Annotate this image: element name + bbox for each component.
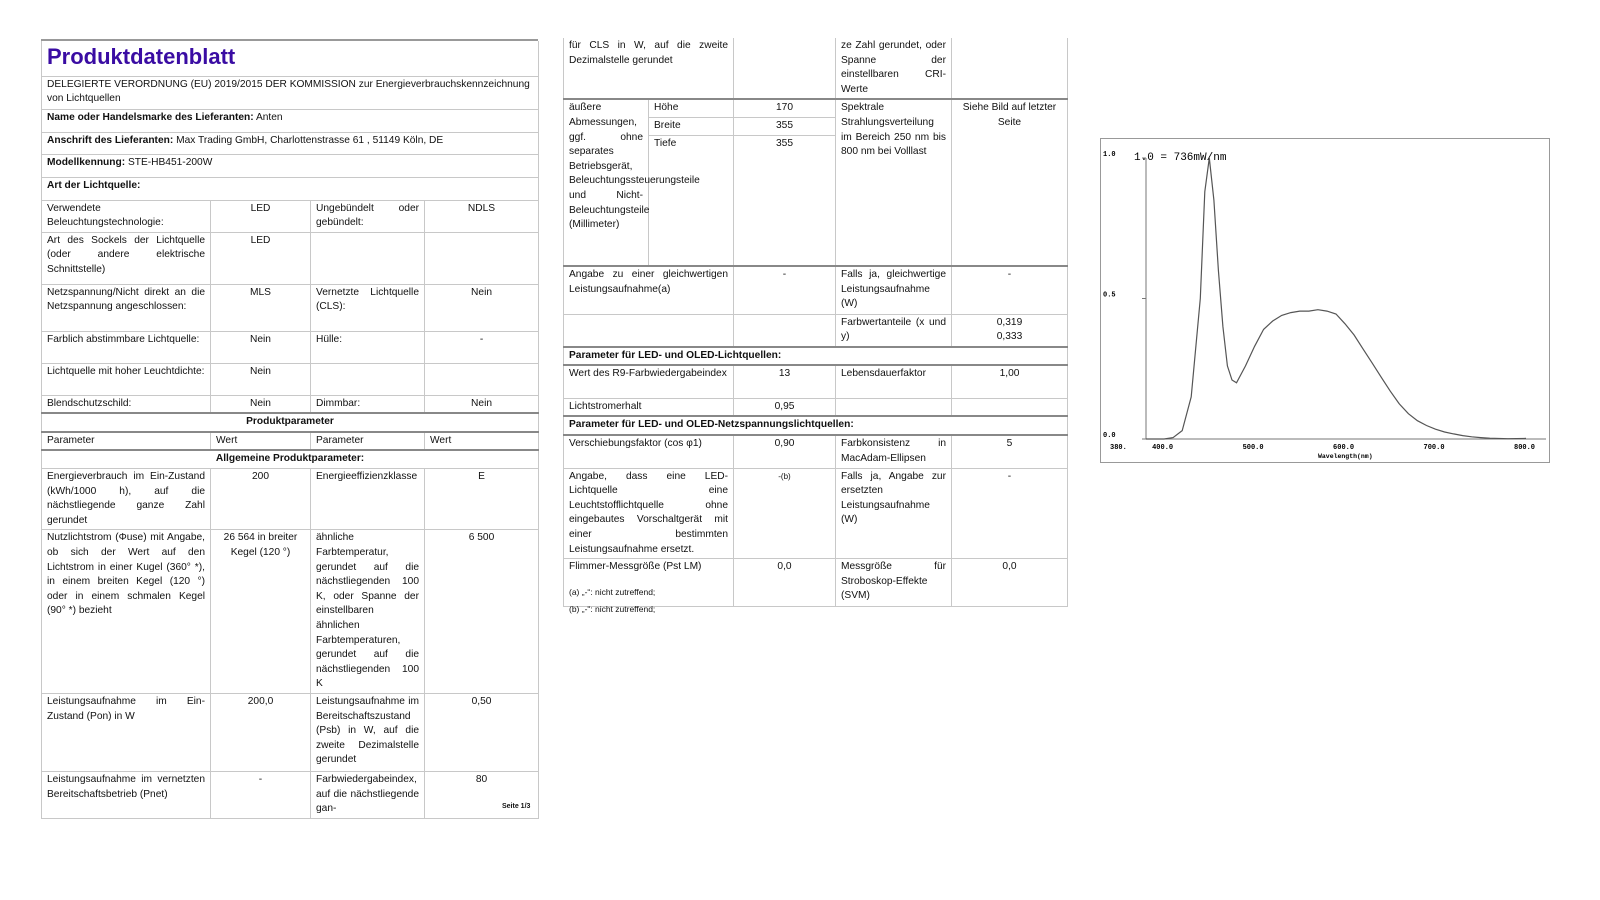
x-tick-label: 700.0 xyxy=(1423,444,1445,452)
depth-label: Tiefe xyxy=(649,135,734,266)
cell xyxy=(734,314,836,347)
cell: 80 xyxy=(425,771,539,818)
supplier-label: Name oder Handelsmarke des Lieferanten: xyxy=(47,111,254,123)
cell xyxy=(836,398,952,416)
cell: 26 564 in breiter Kegel (120 °) xyxy=(211,530,311,694)
cell: Farbwiedergabeindex, auf die nächstliegende gan- xyxy=(311,771,425,818)
cell: Messgröße für Stroboskop-Effekte (SVM) xyxy=(836,559,952,607)
spectral-label: Spektrale Strahlungsverteilung im Bereich 250 nm bis 800 nm bei Volllast xyxy=(836,99,952,266)
y-tick-label: 1.0 xyxy=(1103,151,1116,159)
cell: Vernetzte Lichtquelle (CLS): xyxy=(311,284,425,331)
cell: Energieverbrauch im Ein-Zustand (kWh/1000 h), auf die nächstliegende ganze Zahl gerundet xyxy=(42,469,211,530)
chart-svg xyxy=(1101,139,1551,464)
cell: 0,0 xyxy=(952,559,1068,607)
width-value: 355 xyxy=(734,117,836,135)
cell xyxy=(952,398,1068,416)
cell: Verwendete Beleuchtungstechnologie: xyxy=(42,200,211,232)
spectral-distribution-chart xyxy=(1100,138,1550,463)
table-row xyxy=(42,771,539,818)
cell: 0,0 xyxy=(734,559,836,607)
product-datasheet-page-2 xyxy=(563,38,1067,607)
cell: Nutzlichtstrom (Φuse) mit Angabe, ob sich der Wert auf den Lichtstrom in einer Kugel (360° *), in einem breiten Kegel (120 °) oder in einem schmalen Kegel (90° *) bezieht xyxy=(42,530,211,694)
cell: - xyxy=(952,468,1068,559)
cell: 1,00 xyxy=(952,365,1068,398)
table-row xyxy=(564,398,1068,416)
table-row xyxy=(42,284,539,331)
cell: Angabe, dass eine LED-Lichtquelle eine Leuchtstofflichtquelle ohne eingebautes Vorschaltgerät mit einer bestimmten Leistungsaufnahme ersetzt. xyxy=(564,468,734,559)
cell: -(b) xyxy=(734,468,836,559)
cell: 200 xyxy=(211,469,311,530)
cell: - xyxy=(211,771,311,818)
product-datasheet-page-1 xyxy=(41,39,538,819)
cell: Energieeffizienzklasse xyxy=(311,469,425,530)
mls-params-heading: Parameter für LED- und OLED-Netzspannungslichtquellen: xyxy=(564,416,1068,435)
table-row xyxy=(42,200,539,232)
height-value: 170 xyxy=(734,99,836,117)
cell: Leistungsaufnahme im vernetzten Bereitschaftsbetrieb (Pnet) xyxy=(42,771,211,818)
cell: Hülle: xyxy=(311,331,425,363)
product-params-heading: Produktparameter xyxy=(42,413,539,432)
cell: Art des Sockels der Lichtquelle (oder andere elektrische Schnittstelle) xyxy=(42,232,211,284)
cell: Farbkonsistenz in MacAdam-Ellipsen xyxy=(836,435,952,468)
table-row xyxy=(42,530,539,694)
cell: Netzspannung/Nicht direkt an die Netzspannung angeschlossen: xyxy=(42,284,211,331)
cell: Leistungsaufnahme im Ein-Zustand (Pon) in W xyxy=(42,693,211,771)
y-tick-label: 0.0 xyxy=(1103,432,1116,440)
cell: LED xyxy=(211,232,311,284)
cell: Nein xyxy=(211,395,311,413)
cell: Lichtstromerhalt xyxy=(564,398,734,416)
cell: Verschiebungsfaktor (cos φ1) xyxy=(564,435,734,468)
led-params-heading: Parameter für LED- und OLED-Lichtquellen: xyxy=(564,347,1068,366)
params-table-continued xyxy=(563,38,1068,607)
x-tick-label: 500.0 xyxy=(1242,444,1264,452)
column-header: Wert xyxy=(425,432,539,451)
table-row xyxy=(42,395,539,413)
table-row xyxy=(42,363,539,395)
cell: 0,90 xyxy=(734,435,836,468)
table-row xyxy=(42,232,539,284)
x-tick-label: 380. xyxy=(1110,444,1127,452)
cell xyxy=(425,232,539,284)
table-row xyxy=(564,266,1068,314)
cell: - xyxy=(425,331,539,363)
y-tick-label: 0.5 xyxy=(1103,291,1116,300)
spectrum-line xyxy=(1146,158,1526,439)
cell: Blendschutzschild: xyxy=(42,395,211,413)
cell: Falls ja, gleichwertige Leistungsaufnahme (W) xyxy=(836,266,952,314)
x-tick-label: 400.0 xyxy=(1152,444,1174,452)
cell: LED xyxy=(211,200,311,232)
cell: Flimmer-Messgröße (Pst LM) xyxy=(564,559,734,607)
column-header: Parameter xyxy=(311,432,425,451)
cell: Lebensdauerfaktor xyxy=(836,365,952,398)
model-value: STE-HB451-200W xyxy=(127,156,213,168)
cell xyxy=(564,314,734,347)
header-table xyxy=(41,41,539,819)
light-source-type-label: Art der Lichtquelle: xyxy=(42,177,539,200)
x-axis-label: Wavelength(nm) xyxy=(1318,453,1373,460)
table-row xyxy=(564,314,1068,347)
table-row xyxy=(42,469,539,530)
regulation-text: DELEGIERTE VERORDNUNG (EU) 2019/2015 DER KOMMISSION zur Energieverbrauchskennzeichnung von Lichtquellen xyxy=(42,76,539,109)
table-row xyxy=(42,331,539,363)
dimensions-label: äußere Abmessungen, ggf. ohne separates Betriebsgerät, Beleuchtungssteuerungsteile und Nicht-Beleuchtungsteile (Millimeter) xyxy=(564,99,649,266)
footnote-a: (a) „-“: nicht zutreffend; xyxy=(569,587,656,597)
cell xyxy=(425,363,539,395)
cell: Ungebündelt oder gebündelt: xyxy=(311,200,425,232)
column-header: Wert xyxy=(211,432,311,451)
cell xyxy=(734,38,836,99)
table-row xyxy=(564,468,1068,559)
cell xyxy=(311,232,425,284)
cell: Leistungsaufnahme im Bereitschaftszustand (Psb) in W, auf die zweite Dezimalstelle gerundet xyxy=(311,693,425,771)
cell: Wert des R9-Farbwiedergabeindex xyxy=(564,365,734,398)
spectral-value: Siehe Bild auf letzter Seite xyxy=(952,99,1068,266)
cell: NDLS xyxy=(425,200,539,232)
cell: 200,0 xyxy=(211,693,311,771)
column-header: Parameter xyxy=(42,432,211,451)
page-number: Seite 1/3 xyxy=(502,803,531,810)
address-label: Anschrift des Lieferanten: xyxy=(47,134,174,146)
cell: Nein xyxy=(425,395,539,413)
cell: - xyxy=(952,266,1068,314)
cell: Farblich abstimmbare Lichtquelle: xyxy=(42,331,211,363)
chromaticity-value: 0,319 0,333 xyxy=(952,314,1068,347)
cell: 13 xyxy=(734,365,836,398)
chart-title: 1.0 = 736mW/nm xyxy=(1134,152,1227,164)
cell: Nein xyxy=(211,331,311,363)
cell: Lichtquelle mit hoher Leuchtdichte: xyxy=(42,363,211,395)
cell: Nein xyxy=(211,363,311,395)
cell: 6 500 xyxy=(425,530,539,694)
model-label: Modellkennung: xyxy=(47,156,126,168)
column-headers xyxy=(42,432,539,451)
table-row xyxy=(564,559,1068,607)
depth-value: 355 xyxy=(734,135,836,266)
cell: Nein xyxy=(425,284,539,331)
cell: - xyxy=(734,266,836,314)
cell: 0,50 xyxy=(425,693,539,771)
cell xyxy=(311,363,425,395)
table-row xyxy=(564,38,1068,99)
cell: Farbwertanteile (x und y) xyxy=(836,314,952,347)
cell: MLS xyxy=(211,284,311,331)
cell: 0,95 xyxy=(734,398,836,416)
width-label: Breite xyxy=(649,117,734,135)
x-tick-label: 800.0 xyxy=(1514,444,1536,452)
cell: 5 xyxy=(952,435,1068,468)
table-row xyxy=(42,693,539,771)
cell: E xyxy=(425,469,539,530)
footnote-b: (b) „-“: nicht zutreffend; xyxy=(569,604,656,614)
page-title: Produktdatenblatt xyxy=(47,44,236,69)
table-row xyxy=(564,435,1068,468)
supplier-value: Anten xyxy=(255,111,283,123)
address-value: Max Trading GmbH, Charlottenstrasse 61 , 51149 Köln, DE xyxy=(176,134,444,146)
cell: für CLS in W, auf die zweite Dezimalstelle gerundet xyxy=(564,38,734,99)
cell: Falls ja, Angabe zur ersetzten Leistungsaufnahme (W) xyxy=(836,468,952,559)
cell: ze Zahl gerundet, oder Spanne der einstellbaren CRI-Werte xyxy=(836,38,952,99)
general-params-heading: Allgemeine Produktparameter: xyxy=(42,450,539,468)
cell xyxy=(952,38,1068,99)
cell: Dimmbar: xyxy=(311,395,425,413)
height-label: Höhe xyxy=(649,99,734,117)
x-tick-label: 600.0 xyxy=(1333,444,1355,452)
table-row xyxy=(564,365,1068,398)
cell: Angabe zu einer gleichwertigen Leistungsaufnahme(a) xyxy=(564,266,734,314)
cell: ähnliche Farbtemperatur, gerundet auf die nächstliegenden 100 K, oder Spanne der einstellbaren ähnlichen Farbtemperaturen, gerundet auf die nächstliegenden 100 K xyxy=(311,530,425,694)
